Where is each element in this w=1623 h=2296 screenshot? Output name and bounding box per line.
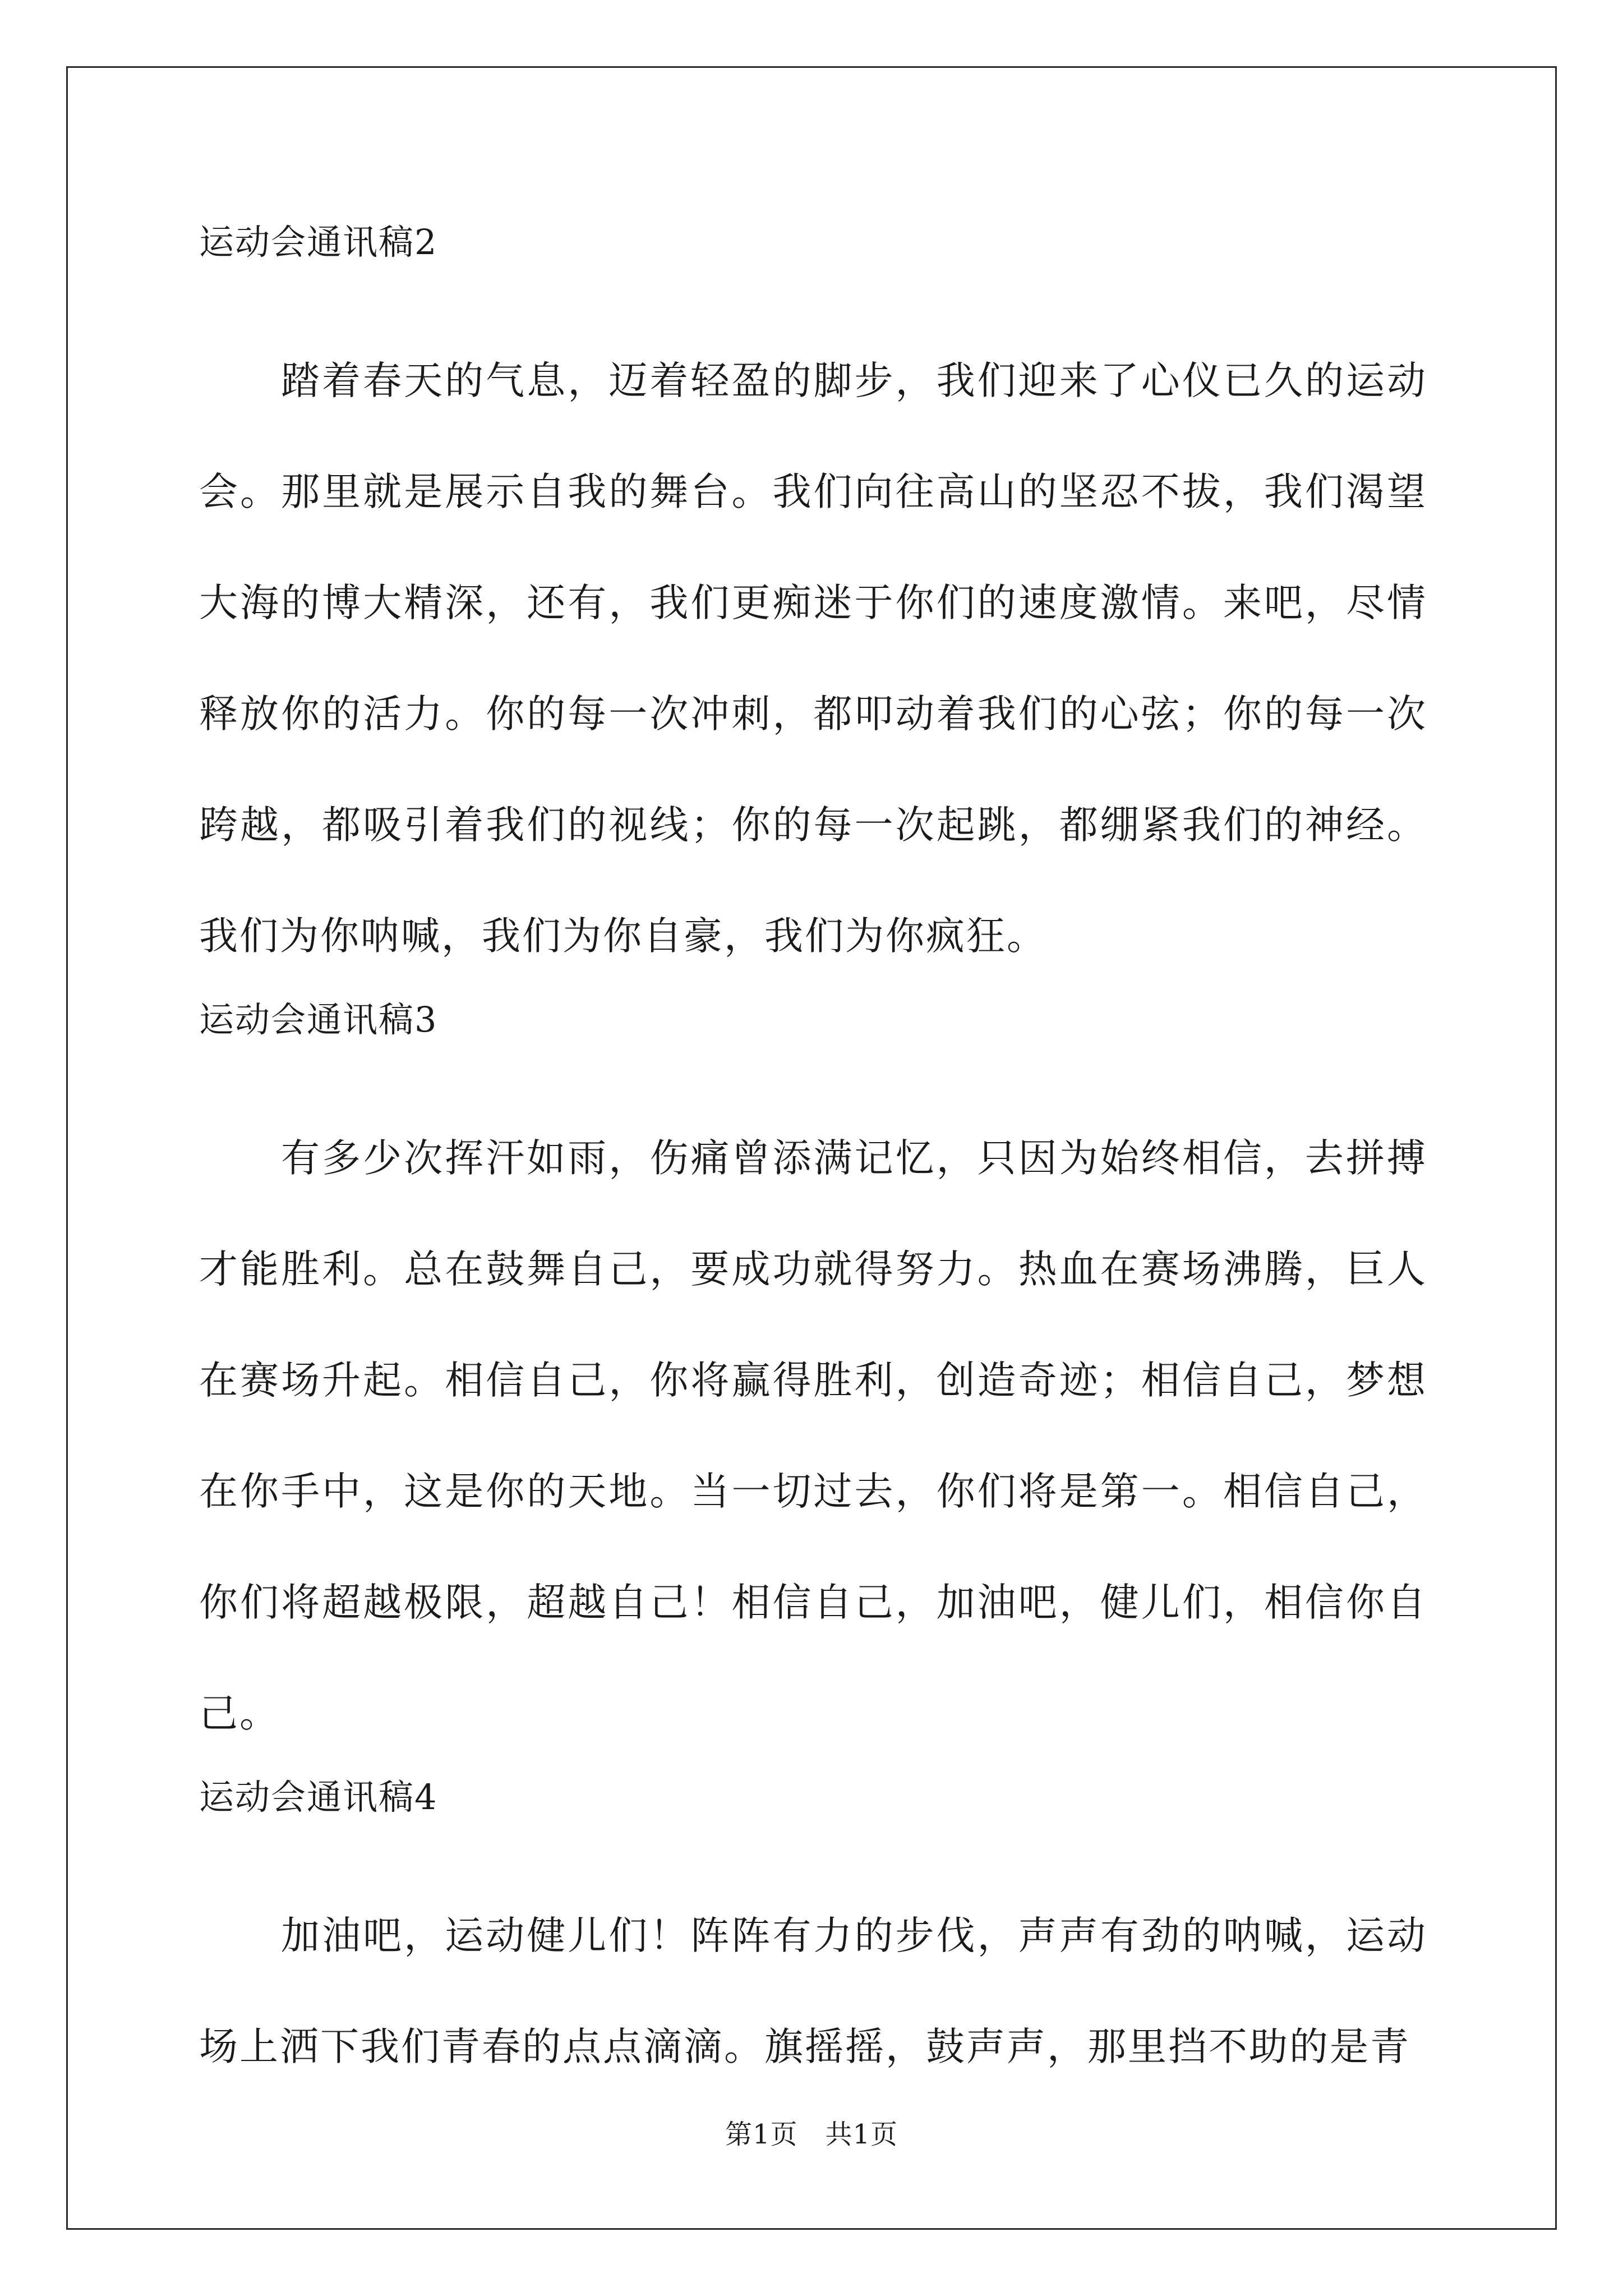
section-paragraph: 踏着春天的气息，迈着轻盈的脚步，我们迎来了心仪已久的运动会。那里就是展示自我的舞台。我们向往高山的坚忍不拔，我们渴望大海的博大精深，还有，我们更痴迷于你们的速度激情。来吧，尽情释放你的活力。你的每一次冲刺，都叩动着我们的心弦；你的每一次跨越，都吸引着我们的视线；你的每一次起跳，都绷紧我们的神经。我们为你呐喊，我们为你自豪，我们为你疯狂。 — [199, 358, 1427, 959]
section-paragraph: 有多少次挥汗如雨，伤痛曾添满记忆，只因为始终相信，去拼搏才能胜利。总在鼓舞自己，要成功就得努力。热血在赛场沸腾，巨人在赛场升起。相信自己，你将赢得胜利，创造奇迹；相信自己，梦想在你手中，这是你的天地。当一切过去，你们将是第一。相信自己，你们将超越极限，超越自己！相信自己，加油吧，健儿们，相信你自己。 — [199, 1136, 1427, 1736]
section-4 — [199, 1769, 1427, 2102]
section-heading: 运动会通讯稿3 — [199, 999, 438, 1040]
section-heading: 运动会通讯稿2 — [199, 222, 438, 263]
page-footer: 第1页 共1页 — [725, 2119, 898, 2150]
section-3 — [199, 992, 1427, 1769]
section-paragraph: 加油吧，运动健儿们！阵阵有力的步伐，声声有劲的呐喊，运动场上洒下我们青春的点点滴滴。旗摇摇，鼓声声，那里挡不助的是青 — [199, 1913, 1427, 2069]
section-2 — [199, 214, 1427, 992]
section-heading: 运动会通讯稿4 — [199, 1777, 438, 1818]
document-body — [199, 214, 1427, 2102]
